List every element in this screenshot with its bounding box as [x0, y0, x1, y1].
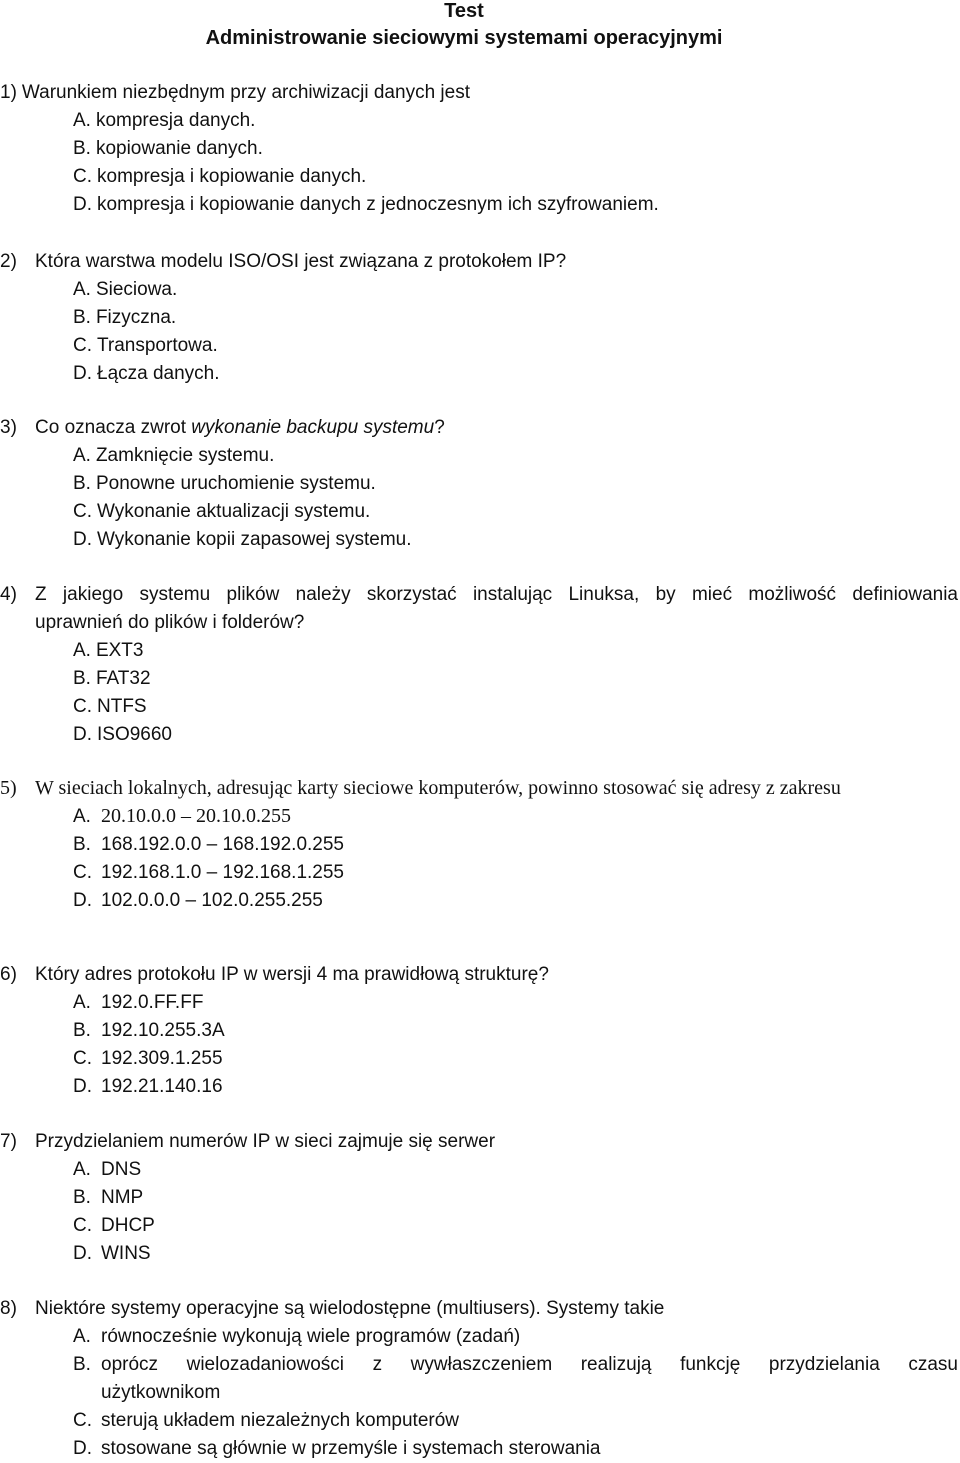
answer-letter: D.	[73, 1438, 92, 1459]
answer-option-a	[73, 442, 958, 470]
answer-letter: B.	[73, 668, 91, 689]
answer-option-b	[73, 1351, 958, 1379]
answer-text: kopiowanie danych.	[95, 138, 263, 159]
answer-text: Fizyczna.	[95, 307, 177, 328]
answer-text: 192.168.1.0 – 192.168.1.255	[101, 862, 345, 883]
answer-text: 192.0.FF.FF	[101, 992, 204, 1013]
answer-options	[0, 989, 958, 1101]
answer-letter: C.	[73, 696, 92, 717]
question-text	[35, 414, 958, 442]
answer-letter: D.	[73, 890, 92, 911]
answer-letter: D.	[73, 1076, 92, 1097]
answer-text: Łącza danych.	[97, 363, 220, 384]
answer-options	[0, 802, 958, 915]
answer-option-a	[73, 107, 958, 135]
answer-text: równocześnie wykonują wiele programów (zadań)	[101, 1326, 521, 1347]
answer-letter: B.	[73, 473, 91, 494]
question-number: 1)	[0, 82, 17, 103]
answer-text: ISO9660	[97, 724, 172, 745]
question-7	[0, 1128, 958, 1268]
answer-option-b	[73, 1184, 958, 1212]
answer-letter: D.	[73, 1243, 92, 1264]
answer-letter: B.	[73, 834, 91, 855]
question-3	[0, 414, 958, 554]
question-6	[0, 961, 958, 1101]
answer-letter: D.	[73, 194, 92, 215]
question-text-end: ?	[434, 417, 445, 438]
answer-text: 192.309.1.255	[101, 1048, 223, 1069]
answer-options	[0, 107, 958, 219]
answer-letter: A.	[73, 1159, 91, 1180]
answer-text: 102.0.0.0 – 102.0.255.255	[101, 890, 323, 911]
answer-letter: C.	[73, 335, 92, 356]
answer-text: kompresja danych.	[95, 110, 256, 131]
answer-text: 192.10.255.3A	[101, 1020, 225, 1041]
answer-text: 20.10.0.0 – 20.10.0.255	[101, 805, 291, 827]
answer-text: NMP	[101, 1187, 144, 1208]
question-number: 4)	[0, 584, 17, 605]
answer-letter: B.	[73, 1354, 91, 1375]
question-text-italic: wykonanie backupu systemu	[191, 417, 435, 438]
answer-options	[0, 1323, 958, 1463]
answer-text: 192.21.140.16	[101, 1076, 223, 1097]
answer-option-a	[73, 637, 958, 665]
answer-option-b	[73, 470, 958, 498]
question-text: W sieciach lokalnych, adresując karty sieciowe komputerów, powinno stosować się adresy z zakresu	[35, 777, 841, 799]
question-text-continued: uprawnień do plików i folderów?	[35, 612, 305, 633]
answer-option-d	[73, 191, 958, 219]
answer-letter: A.	[73, 110, 91, 131]
answer-text: Ponowne uruchomienie systemu.	[95, 473, 376, 494]
answer-option-d	[73, 1073, 958, 1101]
answer-letter: D.	[73, 363, 92, 384]
answer-letter: B.	[73, 138, 91, 159]
question-text: Warunkiem niezbędnym przy archiwizacji danych jest	[21, 82, 470, 103]
answer-text: NTFS	[97, 696, 147, 717]
answer-option-b	[73, 135, 958, 163]
question-text: Z jakiego systemu plików należy skorzystać instalując Linuksa, by mieć możliwość definiowania	[35, 584, 958, 605]
answer-option-a	[73, 276, 958, 304]
answer-letter: C.	[73, 862, 92, 883]
question-8	[0, 1295, 958, 1463]
question-1	[0, 79, 958, 219]
question-number: 2)	[0, 251, 17, 272]
question-number: 3)	[0, 417, 17, 438]
answer-option-a	[73, 989, 958, 1017]
answer-option-d	[73, 526, 958, 554]
question-2	[0, 248, 958, 388]
answer-options	[0, 276, 958, 388]
answer-options	[0, 637, 958, 749]
answer-option-c	[73, 1045, 958, 1073]
answer-option-a	[73, 1156, 958, 1184]
answer-options	[0, 1156, 958, 1268]
answer-option-d	[73, 721, 958, 749]
answer-letter: D.	[73, 724, 92, 745]
answer-option-c	[73, 163, 958, 191]
answer-option-b	[73, 1017, 958, 1045]
answer-option-c	[73, 498, 958, 526]
answer-letter: B.	[73, 307, 91, 328]
answer-option-a	[73, 802, 958, 831]
question-text: Niektóre systemy operacyjne są wielodostępne (multiusers). Systemy takie	[35, 1298, 665, 1319]
question-number: 5)	[0, 777, 17, 799]
answer-text: DHCP	[101, 1215, 155, 1236]
question-number: 6)	[0, 964, 17, 985]
answer-option-c	[73, 859, 958, 887]
answer-option-c	[73, 693, 958, 721]
answer-letter: C.	[73, 166, 92, 187]
answer-option-d	[73, 887, 958, 915]
answer-options	[0, 442, 958, 554]
answer-text: kompresja i kopiowanie danych.	[97, 166, 367, 187]
document-title: Test	[444, 0, 484, 22]
question-5	[0, 774, 958, 915]
answer-text: EXT3	[95, 640, 144, 661]
answer-letter: A.	[73, 640, 91, 661]
answer-text: Transportowa.	[97, 335, 218, 356]
answer-option-d	[73, 1435, 958, 1463]
question-text-start: Co oznacza zwrot	[35, 417, 192, 438]
answer-text: Zamknięcie systemu.	[95, 445, 275, 466]
answer-text: Wykonanie kopii zapasowej systemu.	[97, 529, 412, 550]
answer-option-b	[73, 304, 958, 332]
answer-text: DNS	[101, 1159, 142, 1180]
answer-letter: A.	[73, 806, 91, 827]
answer-letter: A.	[73, 279, 91, 300]
question-number: 7)	[0, 1131, 17, 1152]
question-text: Przydzielaniem numerów IP w sieci zajmuje się serwer	[35, 1131, 496, 1152]
answer-text-continued: użytkownikom	[101, 1382, 221, 1403]
answer-letter: B.	[73, 1187, 91, 1208]
answer-text: WINS	[101, 1243, 151, 1264]
answer-text: sterują układem niezależnych komputerów	[101, 1410, 460, 1431]
answer-option-b	[73, 831, 958, 859]
answer-option-c	[73, 1407, 958, 1435]
answer-text: oprócz wielozadaniowości z wywłaszczeniem realizują funkcję przydzielania czasu	[101, 1354, 958, 1375]
answer-letter: C.	[73, 1048, 92, 1069]
answer-option-b-continued	[73, 1379, 958, 1407]
answer-text: FAT32	[95, 668, 151, 689]
answer-text: Wykonanie aktualizacji systemu.	[97, 501, 371, 522]
answer-text: Sieciowa.	[95, 279, 178, 300]
question-text: Która warstwa modelu ISO/OSI jest związana z protokołem IP?	[35, 251, 567, 272]
answer-letter: A.	[73, 445, 91, 466]
answer-option-c	[73, 1212, 958, 1240]
answer-letter: A.	[73, 1326, 91, 1347]
answer-letter: C.	[73, 1410, 92, 1431]
answer-option-c	[73, 332, 958, 360]
answer-option-a	[73, 1323, 958, 1351]
answer-letter: C.	[73, 501, 92, 522]
answer-text: stosowane są głównie w przemyśle i systemach sterowania	[101, 1438, 601, 1459]
answer-text: kompresja i kopiowanie danych z jednoczesnym ich szyfrowaniem.	[97, 194, 659, 215]
document-subtitle: Administrowanie sieciowymi systemami operacyjnymi	[205, 27, 723, 49]
answer-letter: A.	[73, 992, 91, 1013]
answer-option-d	[73, 1240, 958, 1268]
question-text: Który adres protokołu IP w wersji 4 ma prawidłową strukturę?	[35, 964, 549, 985]
answer-text: 168.192.0.0 – 168.192.0.255	[101, 834, 345, 855]
answer-option-b	[73, 665, 958, 693]
answer-letter: C.	[73, 1215, 92, 1236]
answer-option-d	[73, 360, 958, 388]
question-number: 8)	[0, 1298, 17, 1319]
question-4	[0, 581, 958, 749]
answer-letter: D.	[73, 529, 92, 550]
answer-letter: B.	[73, 1020, 91, 1041]
